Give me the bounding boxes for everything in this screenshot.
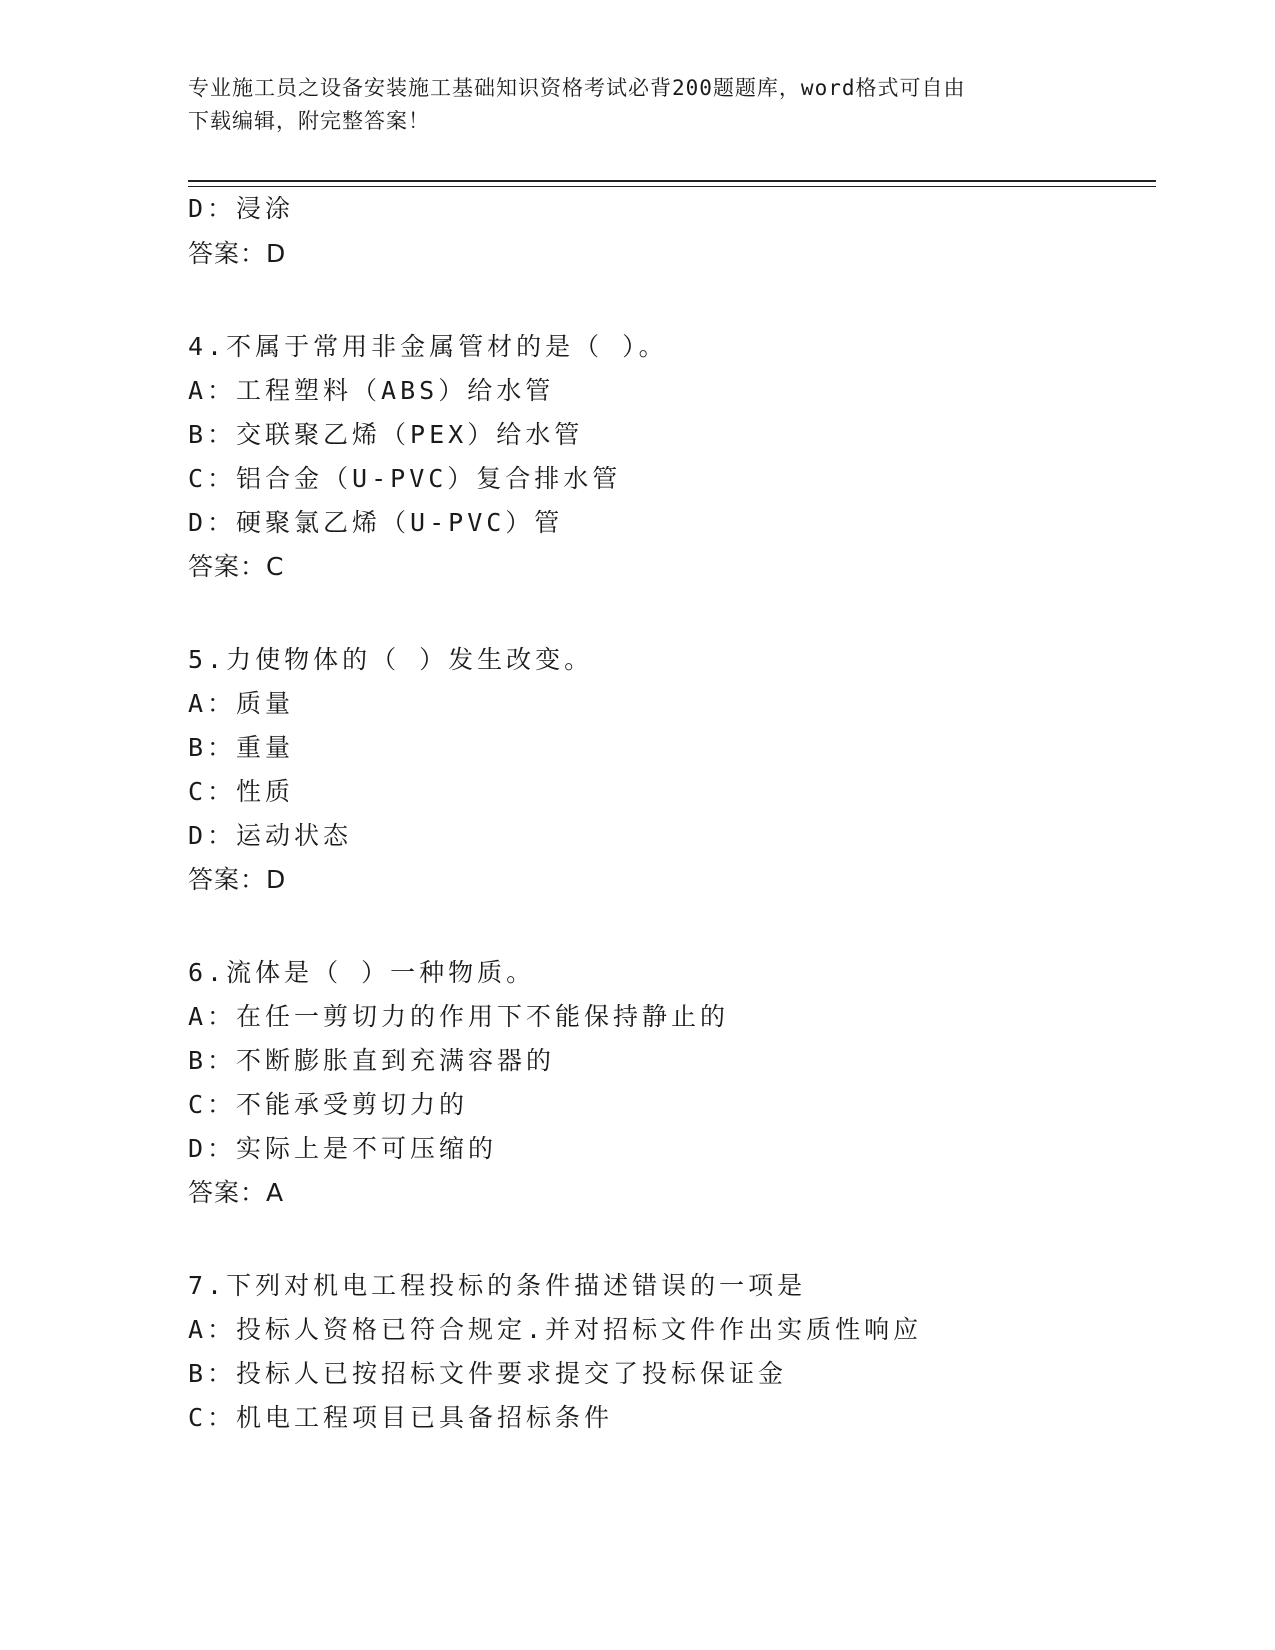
q7-question: 7.下列对机电工程投标的条件描述错误的一项是 xyxy=(188,1271,807,1300)
q6-answer: 答案：A xyxy=(188,1178,285,1207)
q6-option-d: D：实际上是不可压缩的 xyxy=(188,1134,498,1163)
q6-option-b: B：不断膨胀直到充满容器的 xyxy=(188,1046,556,1075)
q4-option-d: D：硬聚氯乙烯（U-PVC）管 xyxy=(188,508,564,537)
q6-option-c: C：不能承受剪切力的 xyxy=(188,1090,469,1119)
q6-question: 6.流体是（ ）一种物质。 xyxy=(188,958,536,987)
q5-option-b: B：重量 xyxy=(188,733,295,762)
header-divider-thick xyxy=(188,180,1156,182)
q7-option-a: A：投标人资格已符合规定.并对招标文件作出实质性响应 xyxy=(188,1315,923,1344)
q4-option-c: C：铝合金（U-PVC）复合排水管 xyxy=(188,464,622,493)
q4-answer: 答案：C xyxy=(188,552,285,581)
q5-answer: 答案：D xyxy=(188,865,287,894)
q4-option-b: B：交联聚乙烯（PEX）给水管 xyxy=(188,420,584,449)
document-header xyxy=(188,72,1088,138)
q5-question: 5.力使物体的（ ）发生改变。 xyxy=(188,645,594,674)
q6-option-a: A：在任一剪切力的作用下不能保持静止的 xyxy=(188,1002,730,1031)
q3-option-d: D：浸涂 xyxy=(188,194,295,223)
q5-option-d: D：运动状态 xyxy=(188,821,353,850)
header-line-2: 下载编辑，附完整答案！ xyxy=(188,109,430,133)
header-divider-thin xyxy=(188,186,1156,187)
q3-answer: 答案：D xyxy=(188,239,287,268)
q4-question: 4.不属于常用非金属管材的是（ ）。 xyxy=(188,332,668,361)
header-line-1: 专业施工员之设备安装施工基础知识资格考试必背200题题库，word格式可自由 xyxy=(188,76,966,100)
q4-option-a: A：工程塑料（ABS）给水管 xyxy=(188,376,555,405)
q5-option-c: C：性质 xyxy=(188,777,295,806)
q7-option-b: B：投标人已按招标文件要求提交了投标保证金 xyxy=(188,1359,788,1388)
q5-option-a: A：质量 xyxy=(188,689,295,718)
q7-option-c: C：机电工程项目已具备招标条件 xyxy=(188,1403,614,1432)
